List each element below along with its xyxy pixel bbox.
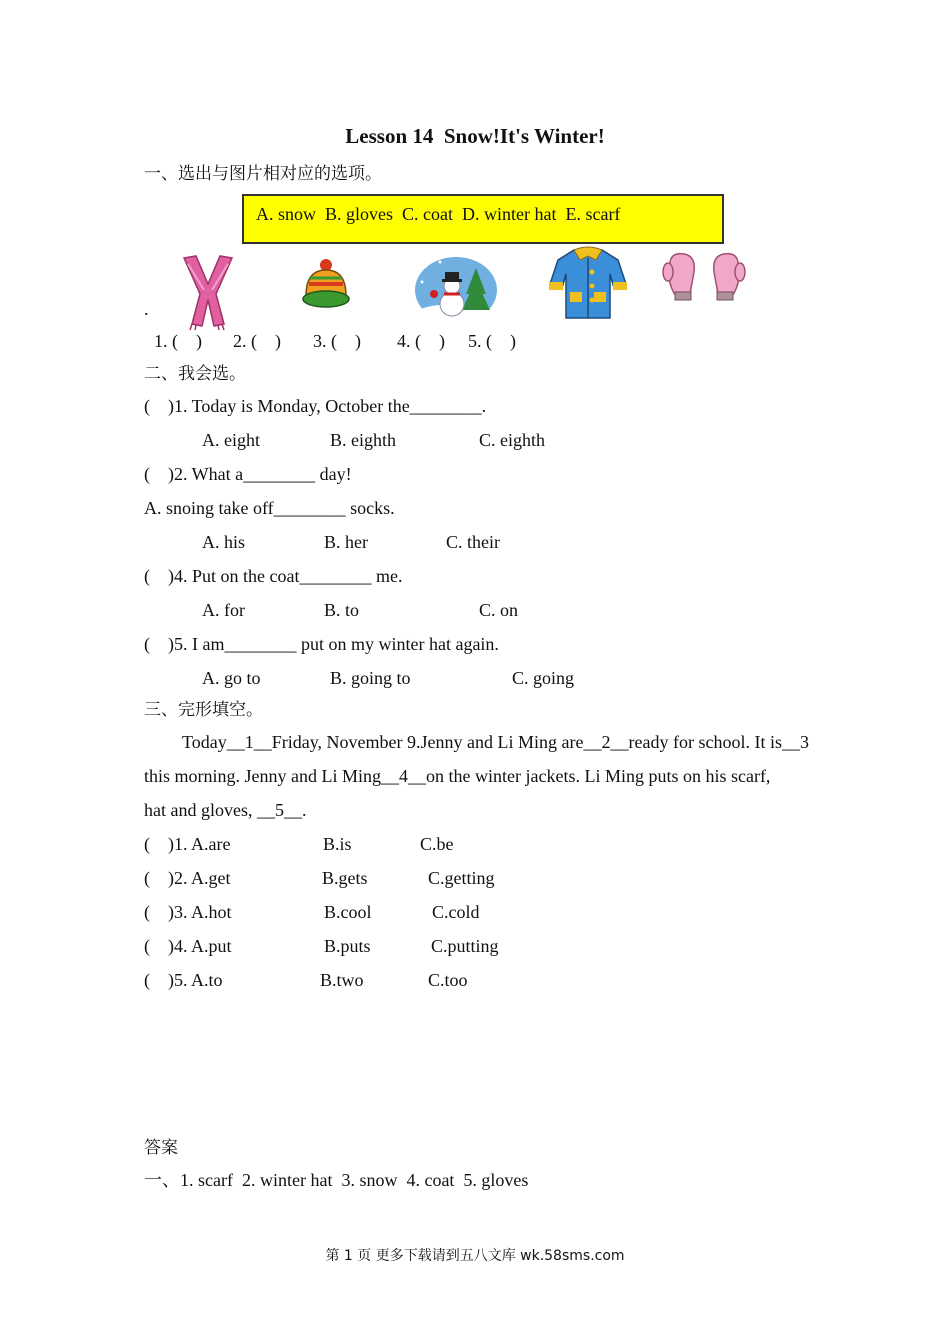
- cloze-blank-2: __2__: [583, 732, 629, 752]
- answer-blank-5: 5. ( ): [468, 331, 516, 351]
- q5-option-b: B. going to: [330, 668, 411, 688]
- answer-blank-3: 3. ( ): [313, 331, 361, 351]
- cloze-text: this morning. Jenny and Li Ming: [144, 766, 381, 786]
- cloze-item-3-b: B.cool: [324, 902, 372, 922]
- answer-blank-4: 4. ( ): [397, 331, 445, 351]
- part2-heading: 二、我会选。: [144, 364, 246, 384]
- cloze-text: Friday, November 9.Jenny and Li Ming are: [271, 732, 584, 752]
- q1-option-b: B. eighth: [330, 430, 396, 450]
- q3-option-c: C. their: [446, 532, 500, 552]
- coat-icon: [548, 244, 628, 320]
- q4-option-a: A. for: [202, 600, 245, 620]
- q3-option-b: B. her: [324, 532, 368, 552]
- cloze-text: hat and gloves,: [144, 800, 257, 820]
- part3-heading: 三、完形填空。: [144, 700, 263, 720]
- q4-option-b: B. to: [324, 600, 360, 620]
- cloze-blank-5: __5__: [256, 800, 302, 820]
- page-footer: 第 1 页 更多下载请到五八文库 wk.58sms.com: [325, 1248, 625, 1264]
- cloze-line-1: [182, 731, 809, 753]
- answers-heading: 答案: [144, 1138, 178, 1158]
- q4-option-c: C. on: [479, 600, 519, 620]
- cloze-item-2: ( )2. A.get: [144, 868, 231, 888]
- answer-blank-1: 1. ( ): [154, 331, 202, 351]
- cloze-item-1-b: B.is: [323, 834, 352, 854]
- cloze-blank-4: __4__: [381, 766, 426, 786]
- cloze-text: .: [301, 800, 307, 820]
- answers-part1: 一、1. scarf 2. winter hat 3. snow 4. coat 5. gloves: [144, 1170, 529, 1190]
- winter-hat-icon: [300, 258, 352, 310]
- cloze-item-2-b: B.gets: [322, 868, 368, 888]
- cloze-text: Today: [182, 732, 227, 752]
- cloze-blank-1: __1__: [226, 732, 272, 752]
- cloze-item-3-c: C.cold: [432, 902, 480, 922]
- snowman-icon: [414, 254, 498, 324]
- cloze-item-3: ( )3. A.hot: [144, 902, 232, 922]
- cloze-item-5: ( )5. A.to: [144, 970, 223, 990]
- q1-option-a: A. eight: [202, 430, 260, 450]
- page-title: Lesson 14 Snow!It's Winter!: [345, 124, 605, 148]
- options-text: A. snow B. gloves C. coat D. winter hat E. scarf: [256, 204, 621, 224]
- question-1: ( )1. Today is Monday, October the________.: [144, 396, 487, 416]
- cloze-line-2: [144, 765, 770, 787]
- answer-blank-2: 2. ( ): [233, 331, 281, 351]
- part1-heading: 一、选出与图片相对应的选项。: [144, 164, 382, 184]
- cloze-text: ready for school. It is: [628, 732, 782, 752]
- cloze-item-1: ( )1. A.are: [144, 834, 231, 854]
- cloze-item-4-b: B.puts: [324, 936, 371, 956]
- cloze-item-1-c: C.be: [420, 834, 454, 854]
- cloze-blank-3: __3: [781, 732, 809, 752]
- cloze-text: on the winter jackets. Li Ming puts on his scarf,: [426, 766, 771, 786]
- cloze-item-5-c: C.too: [428, 970, 468, 990]
- cloze-item-2-c: C.getting: [428, 868, 495, 888]
- gloves-icon: [662, 250, 746, 304]
- q5-option-a: A. go to: [202, 668, 261, 688]
- q1-option-c: C. eighth: [479, 430, 545, 450]
- question-3: A. snoing take off________ socks.: [144, 498, 395, 518]
- scarf-icon: [176, 254, 240, 330]
- cloze-item-4-c: C.putting: [431, 936, 499, 956]
- stray-dot: .: [144, 299, 149, 319]
- question-4: ( )4. Put on the coat________ me.: [144, 566, 403, 586]
- options-box: [242, 194, 724, 244]
- q3-option-a: A. his: [202, 532, 246, 552]
- cloze-item-4: ( )4. A.put: [144, 936, 232, 956]
- cloze-item-5-b: B.two: [320, 970, 364, 990]
- question-2: ( )2. What a________ day!: [144, 464, 352, 484]
- q5-option-c: C. going: [512, 668, 575, 688]
- question-5: ( )5. I am________ put on my winter hat again.: [144, 634, 499, 654]
- cloze-line-3: [144, 799, 306, 821]
